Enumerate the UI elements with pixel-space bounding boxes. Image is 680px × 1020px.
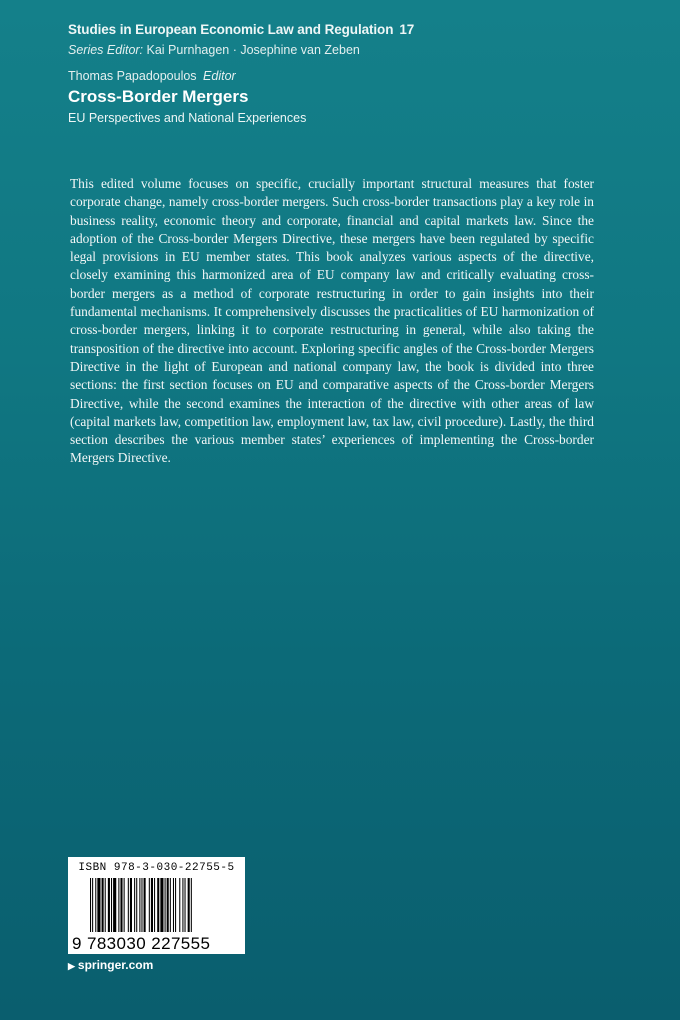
barcode-bars	[90, 878, 225, 932]
publisher-link-text: springer.com	[77, 958, 154, 972]
book-subtitle: EU Perspectives and National Experiences	[68, 111, 307, 125]
triangle-arrow-icon: ▶	[68, 961, 75, 971]
editor-line	[68, 69, 660, 83]
series-line	[68, 22, 660, 37]
book-blurb: This edited volume focuses on specific, crucially important structural measures that foster corporate change, namely cross-border mergers. Such cross-border transactions play a key role in business reality, economic theory and corporate, financial and capital markets law. Since the adoption of the Cross-border Mergers Directive, these mergers have been regulated by specific legal provisions in EU member states. This book analyzes various aspects of the directive, closely examining this harmonized area of EU company law and critically evaluating cross-border mergers as a method of corporate restructuring in order to gain insights into their fundamental mechanisms. It comprehensively discusses the practicalities of EU harmonization of cross-border mergers, linking it to corporate restructuring in general, while also taking the transposition of the directive into account. Exploring specific angles of the Cross-border Mergers Directive in the light of European and national company law, the book is divided into three sections: the first section focuses on EU and comparative aspects of the Cross-border Mergers Directive, while the second examines the interaction of the directive with other areas of law (capital markets law, competition law, employment law, tax law, civil procedure). Lastly, the third section describes the various member states’ experiences of implementing the Cross-border Mergers Directive.	[70, 176, 594, 466]
series-editors-line	[68, 43, 660, 57]
editor-role: Editor	[203, 69, 236, 83]
editor-name: Thomas Papadopoulos	[68, 69, 197, 83]
series-editor-names: Kai Purnhagen · Josephine van Zeben	[146, 43, 360, 57]
isbn-label: ISBN 978-3-030-22755-5	[78, 862, 235, 874]
series-title: Studies in European Economic Law and Regulation	[68, 22, 394, 37]
series-number: 17	[399, 22, 415, 37]
isbn-barcode	[68, 857, 245, 954]
publisher-link[interactable]	[68, 958, 153, 972]
barcode-digits: 9 783030 227555	[72, 934, 211, 953]
cover-header	[68, 22, 660, 125]
book-title: Cross-Border Mergers	[68, 87, 249, 106]
series-editor-role: Series Editor:	[68, 43, 144, 57]
